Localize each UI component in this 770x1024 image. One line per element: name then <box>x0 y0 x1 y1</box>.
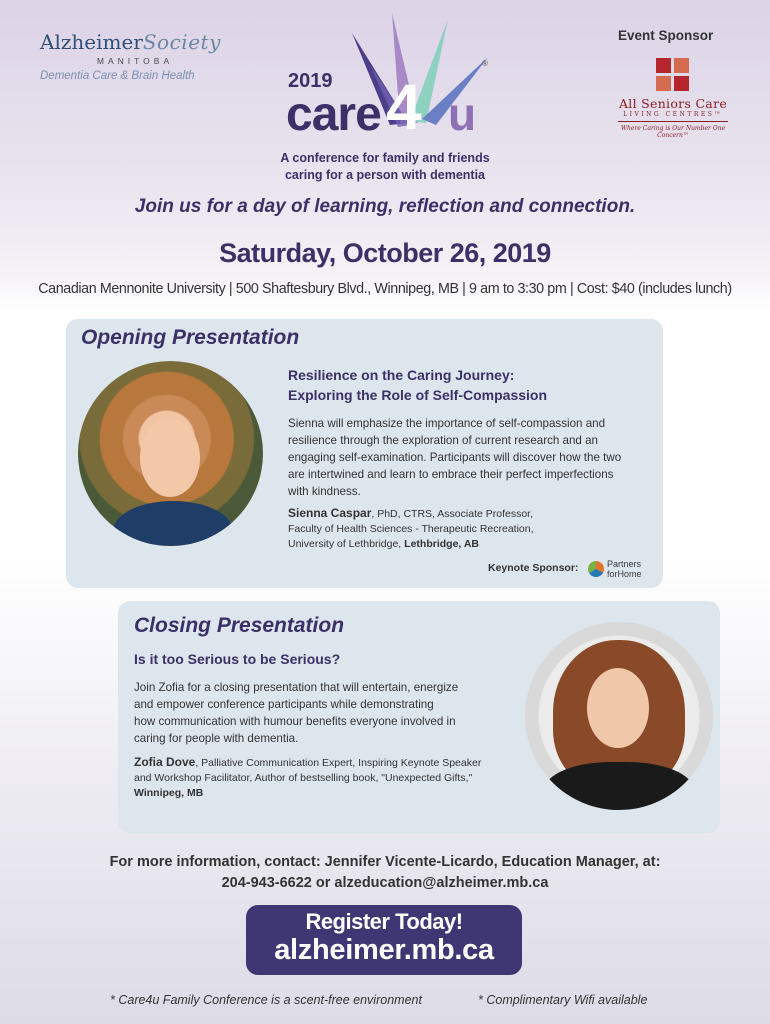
sponsor-sub: LIVING CENTRES™ <box>623 111 723 118</box>
closing-body-line: Join Zofia for a closing presentation that will entertain, energize <box>134 681 459 694</box>
footnote-wifi: * Complimentary Wifi available <box>478 993 648 1007</box>
speaker-photo-sienna <box>78 361 263 546</box>
registered-mark: ® <box>482 59 488 68</box>
sponsor-divider <box>618 121 728 122</box>
closing-body-line: how communication with humour benefits everyone involved in <box>134 715 456 728</box>
alzheimer-society-logo <box>40 30 240 82</box>
event-tagline: Join us for a day of learning, reflection and connection. <box>134 196 636 217</box>
sponsor-mark-icon <box>656 58 690 92</box>
opening-speaker-university: University of Lethbridge, <box>288 538 405 550</box>
contact-line-1: For more information, contact: Jennifer Vicente-Licardo, Education Manager, at: <box>109 854 661 870</box>
opening-body-line: resilience through the exploration of current research and an <box>288 434 598 447</box>
event-venue: Canadian Mennonite University | 500 Shaftesbury Blvd., Winnipeg, MB | 9 am to 3:30 pm | Cost: $40 (includes lunch) <box>38 281 732 297</box>
pfh-line-2: forHome <box>607 569 642 579</box>
event-date: Saturday, October 26, 2019 <box>219 238 551 268</box>
sponsor-tagline: Where Caring is Our Number One Concern™ <box>620 125 726 139</box>
logo-word-society: Society <box>142 30 221 54</box>
keynote-sponsor-label: Keynote Sponsor: <box>488 562 579 574</box>
register-label: Register Today! <box>305 909 463 934</box>
opening-description <box>288 415 658 500</box>
opening-speaker-cred: , PhD, CTRS, Associate Professor, <box>371 508 534 520</box>
register-button[interactable] <box>246 905 522 975</box>
closing-body-line: caring for people with dementia. <box>134 732 299 745</box>
contact-info <box>0 852 770 894</box>
opening-talk-title <box>288 365 547 405</box>
closing-section-title: Closing Presentation <box>134 614 345 637</box>
opening-speaker-location: Lethbridge, AB <box>404 538 480 550</box>
pfh-line-1: Partners <box>607 559 642 569</box>
contact-line-2[interactable]: 204-943-6622 or alzeducation@alzheimer.mb.ca <box>221 875 549 891</box>
logo-region: MANITOBA <box>96 56 174 66</box>
opening-talk-title-line-1: Resilience on the Caring Journey: <box>288 367 515 383</box>
register-url-link[interactable]: alzheimer.mb.ca <box>274 934 494 966</box>
closing-body-line: and empower conference participants while demonstrating <box>134 698 434 711</box>
opening-body-line: Sienna will emphasize the importance of self-compassion and <box>288 417 606 430</box>
closing-speaker-location: Winnipeg, MB <box>134 787 204 799</box>
subtitle-line-1: A conference for family and friends <box>280 151 490 165</box>
logo-u: u <box>448 88 477 140</box>
logo-word-alzheimer: Alzheimer <box>40 30 143 54</box>
opening-speaker-line-2: Faculty of Health Sciences - Therapeutic Recreation, <box>288 523 534 535</box>
closing-speaker-line-2: and Workshop Facilitator, Author of bestselling book, "Unexpected Gifts," <box>134 772 473 784</box>
closing-talk-title: Is it too Serious to be Serious? <box>134 651 341 667</box>
care4u-logo <box>270 5 510 155</box>
conference-subtitle <box>250 150 520 184</box>
footnote-scent-free: * Care4u Family Conference is a scent-free environment <box>110 993 422 1007</box>
sponsor-name: All Seniors Care <box>618 96 728 111</box>
partners-for-home-icon <box>588 561 604 577</box>
partners-for-home-text <box>607 559 642 579</box>
all-seniors-care-logo <box>608 58 738 139</box>
opening-talk-title-line-2: Exploring the Role of Self-Compassion <box>288 387 548 403</box>
logo-tagline: Dementia Care & Brain Health <box>40 70 195 82</box>
logo-care: care <box>286 88 381 141</box>
speaker-photo-zofia <box>525 622 713 810</box>
closing-speaker-cred: , Palliative Communication Expert, Inspiring Keynote Speaker <box>195 757 482 769</box>
opening-speaker-name: Sienna Caspar <box>288 506 372 520</box>
opening-body-line: engaging self-examination. Participants will discover how the two <box>288 451 622 464</box>
opening-body-line: are intertwined and learn to embrace their perfect imperfections <box>288 468 614 481</box>
opening-body-line: with kindness. <box>288 485 361 498</box>
closing-speaker-name: Zofia Dove <box>134 755 196 769</box>
closing-description <box>134 679 514 747</box>
logo-year: 2019 <box>288 70 333 92</box>
logo-four: 4 <box>386 71 422 143</box>
event-sponsor-label: Event Sponsor <box>618 28 714 43</box>
closing-speaker-info <box>134 755 519 801</box>
opening-section-title: Opening Presentation <box>81 326 300 349</box>
subtitle-line-2: caring for a person with dementia <box>284 168 486 182</box>
opening-speaker-info <box>288 506 658 552</box>
